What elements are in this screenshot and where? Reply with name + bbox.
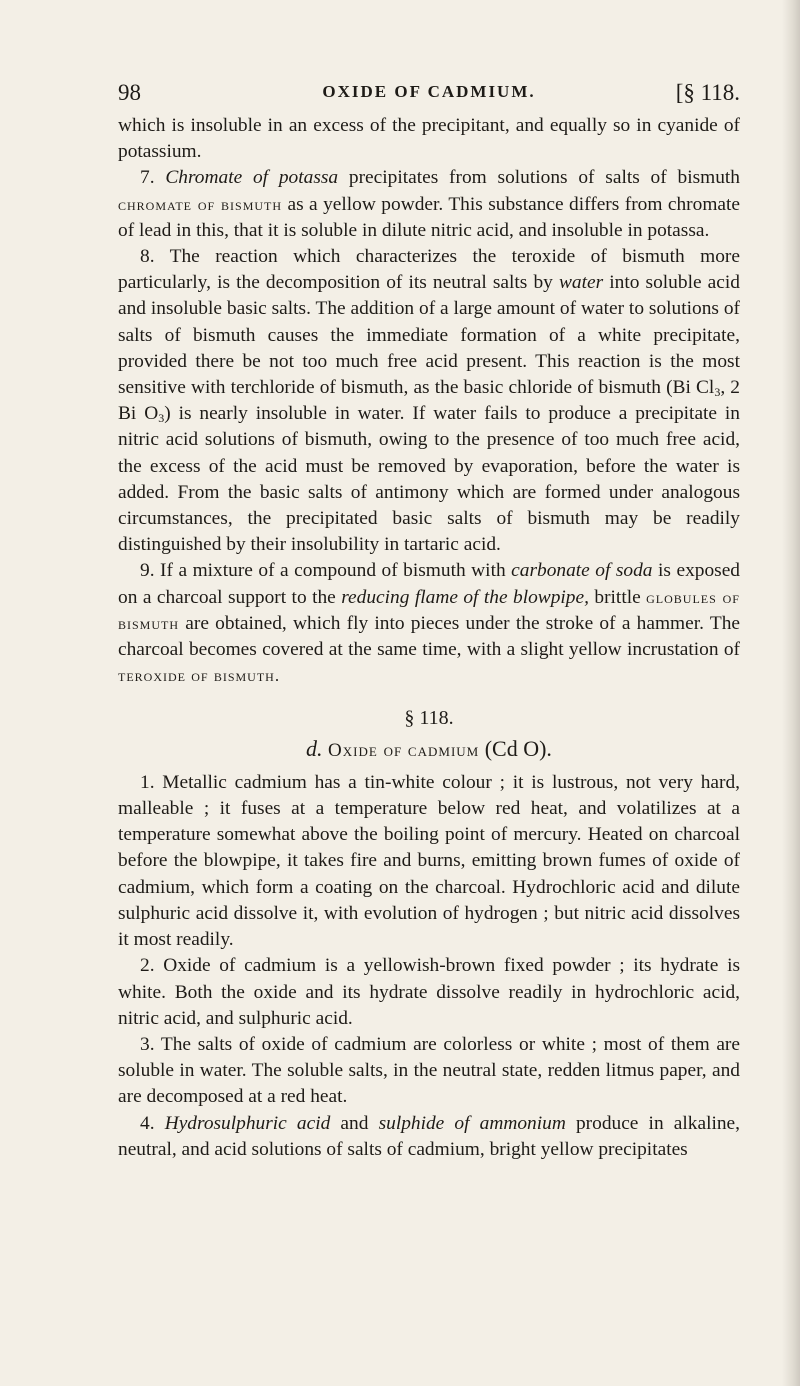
section-reference: [§ 118. [675, 80, 740, 105]
page-header [118, 80, 740, 112]
paragraph-cadmium-1: 1. Metallic cadmium has a tin-white colour ; it is lustrous, not very hard, malleable ; it fuses at a temperature below red heat, and volatilizes at a temperature somewhat above the boiling point of mercury. Heated on charcoal before the blowpipe, it takes fire and burns, emitting brown fumes of oxide of cadmium, which form a coating on the charcoal. Hydrochloric acid and dilute sulphuric acid dissolve it, with evolution of hydrogen ; but nitric acid dissolves it most readily. [118, 771, 740, 951]
subscript: 3 [158, 411, 165, 426]
item-number: 7. [140, 167, 166, 189]
paragraph-cadmium-3: 3. The salts of oxide of cadmium are colorless or white ; most of them are soluble in water. The soluble salts, in the neutral state, redden litmus paper, and are decomposed at a red heat. [118, 1033, 740, 1108]
section-letter: d. [306, 735, 323, 761]
product-name: chromate of bismuth [118, 194, 283, 214]
section-title [118, 736, 740, 764]
page-edge-shadow [782, 0, 800, 1386]
subscript: 3 [714, 385, 721, 400]
section-formula: (Cd O). [484, 735, 552, 761]
text-run: is exposed on a charcoal support to the [118, 560, 740, 608]
section-number: § 118. [404, 707, 454, 730]
product-name: teroxide of bismuth. [118, 666, 281, 686]
text-run: into soluble acid and insoluble basic salts. The addition of a large amount of water to solutions of salts of bismuth causes the immediate formation of a white precipitate, provided there be not too much free acid present. This reaction is the most sensitive with terchloride of bismuth, as the basic chloride of bismuth (Bi Cl [118, 272, 740, 399]
reagent-name: reducing flame of the blowpipe, [341, 586, 589, 608]
reagent-name: water [558, 272, 604, 294]
text-run: precipitates from solutions of salts of bismuth [338, 167, 740, 189]
reagent-name: sulphide of ammonium [378, 1112, 566, 1134]
reagent-name: Chromate of potassa [165, 167, 339, 189]
page-number: 98 [118, 80, 141, 105]
text-run: 8. The reaction which characterizes the teroxide of bismuth more particularly, is the decomposition of its neutral salts by [118, 246, 740, 294]
paragraph-continued: which is insoluble in an excess of the precipitant, and equally so in cyanide of potassium. [118, 115, 740, 163]
text-run: brittle [588, 586, 647, 608]
product-name: globules of bismuth [118, 587, 740, 633]
reagent-name: carbonate of soda [511, 560, 653, 582]
paragraph-cadmium-4 [118, 1111, 740, 1163]
text-run: and [330, 1112, 379, 1134]
running-title: OXIDE OF CADMIUM. [322, 82, 536, 101]
paragraph-cadmium-2: 2. Oxide of cadmium is a yellowish-brown fixed powder ; its hydrate is white. Both the oxide and its hydrate dissolve readily in hydrochloric acid, nitric acid, and sulphuric acid. [118, 955, 740, 1029]
paragraph-9 [118, 558, 740, 689]
text-run: are obtained, which fly into pieces under the stroke of a hammer. The charcoal becomes covered at the same time, with a slight yellow incrustation of [118, 612, 740, 661]
paragraph-8 [118, 244, 740, 558]
text-run: 9. If a mixture of a compound of bismuth with [140, 560, 512, 582]
text-run: as a yellow powder. This substance differs from chromate of lead in this, that it is soluble in dilute nitric acid, and insoluble in potassa. [118, 193, 740, 241]
item-number: 4. [140, 1112, 165, 1134]
page-body [118, 113, 740, 1163]
paragraph-7 [118, 165, 740, 244]
text-run: produce in alkaline, neutral, and acid solutions of salts of cadmium, bright yellow precipitates [118, 1112, 740, 1160]
text-run: , 2 Bi O [118, 377, 741, 425]
reagent-name: Hydrosulphuric acid [164, 1112, 331, 1134]
section-title-text: Oxide of cadmium [328, 739, 480, 761]
text-run: ) is nearly insoluble in water. If water fails to produce a precipitate in nitric acid solutions of bismuth, owing to the presence of too much free acid, the excess of the acid must be removed by evaporation, before the water is added. From the basic salts of antimony which are formed under analogous circumstances, the precipitated basic salts of bismuth may be readily distinguished by their insolubility in tartaric acid. [118, 403, 741, 556]
